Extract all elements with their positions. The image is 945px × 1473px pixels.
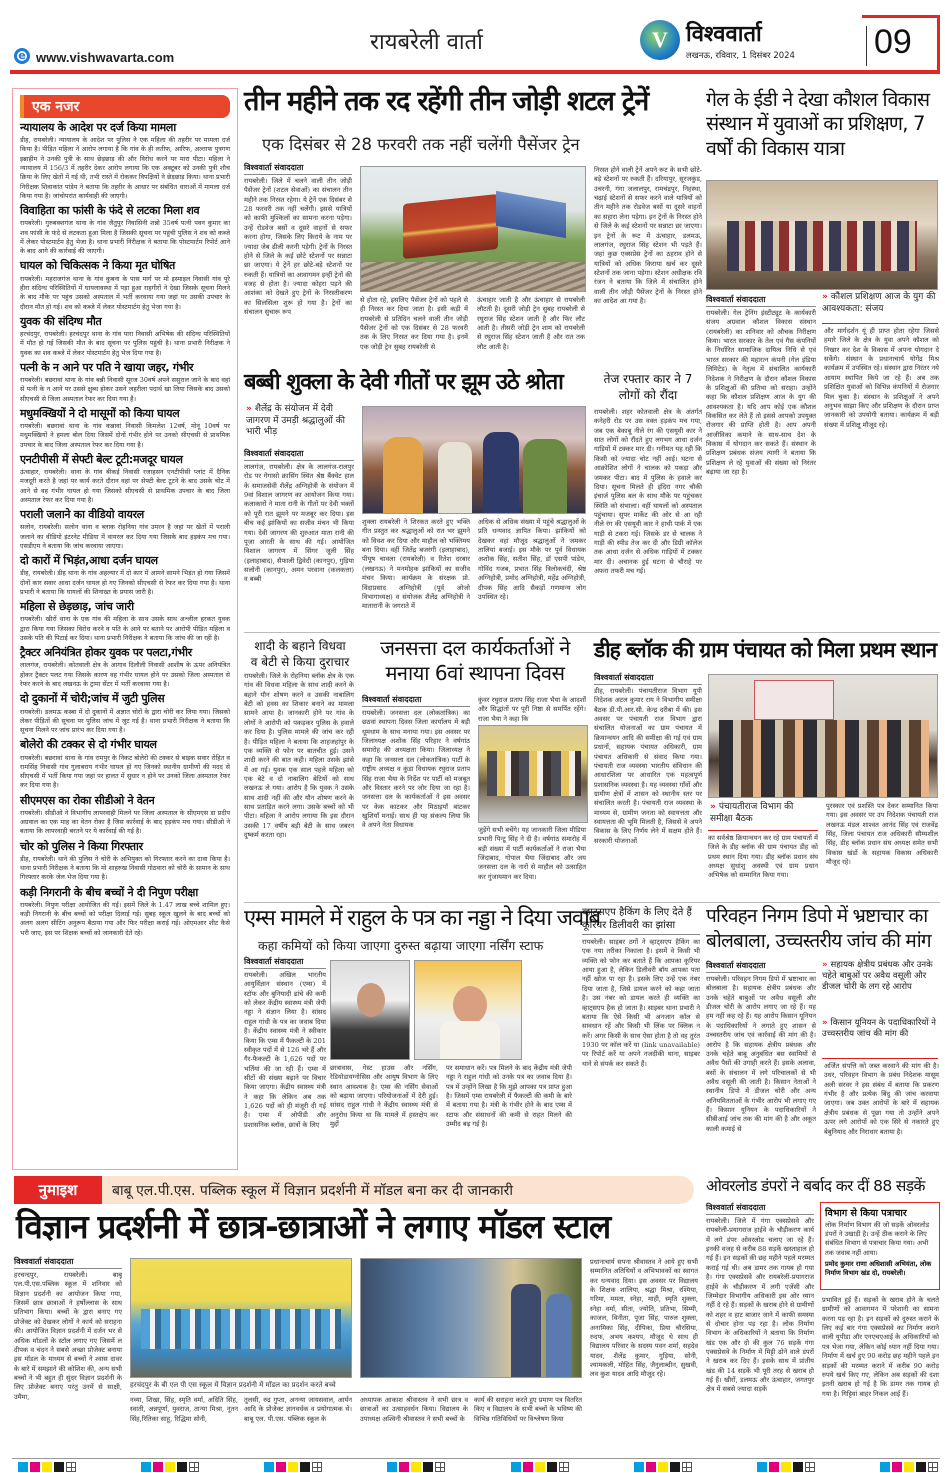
babbi-text-col2: शुक्ला रायबरेली ने शिरकत करते हुए भक्ति गीत प्रस्तुत कर श्रद्धालुओं को रात भर झूमने को विवश कर दिया और माहौल को भक्तिमय बना दिया। वहीं जितेंद्र बजरंगी (इलाहाबाद), पीयूष चावला (रायबरेली) व रितेश दरबार (लखनऊ) ने मनमोहक झांकियों का सजीव मंचन किया। कार्यक्रम के संरक्षक प्रो. विंदाप्रसाद अग्निहोत्री (पूर्व ओजो विभागाध्यक्ष) व संयोजक शैलेंद्र अग्निहोत्री ने मातारानी के जगराते में bbox=[362, 518, 470, 611]
babbi-text-col1: लालगंज, रायबरेली। क्षेत्र के लालगंज-रालपुर रोड पर गेगासो क्रासिंग स्थित श्रेष्ठ बैंक्वेट हाल के समाजसेवी शैलेंद्र अग्निहोत्री के संयोजन में 9वां विशाल जागरण का आयोजन किया गया। कलाकारों ने माता रानी के गीतों पर देवी भक्तों को पूरी रात झूमने पर मजबूर कर दिया। इस बीच कई झांकियों का सजीव मंचन भी किया गया। देवी जागरण की शुरुआत माता रानी की पूजा आरती के साथ की गई। आयोजित विशाल जागरण में सिंगर जूली सिंह (इलाहाबाद), सैफाली द्विवेदी (कानपुर), गुड़िया सलोनी (कानपुर), अमन परवाना (कलकत्ता) व बब्बी bbox=[244, 463, 354, 584]
news-brief-text: रायबरेली। निपुण परीक्षा आयोजित की गई। इसमें जिले के 1.47 लाख बच्चे शामिल हुए। कड़ी निगरानी के बीच बच्चों को परीक्षा दिलाई गई। सुबह स्कूल खुलने के बाद बच्चों को अलग अलग सीटिंग अनुरूप बैठाया गया और फिर परीक्षा कराई गई। ओएमआर शीट कैसे भरी जाए, इस पर शिक्षक बच्चों को जानकारी देते रहे। bbox=[20, 900, 230, 937]
nadda-photo bbox=[414, 960, 522, 1060]
dateline: लखनऊ, रविवार, 1 दिसंबर 2024 bbox=[686, 51, 795, 61]
header bbox=[0, 0, 945, 78]
news-brief-text: रायबरेली। बछरावां थाना के गांव बन्नी निवासी सूरज 30वर्ष अपने ससुराल जाने के बाद वहां से पत्नी के न आने पर उससे क्षुब्ध होकर उसने जहरीला पदार्थ खा लिया जिसके बाद उसको सीएचसी से जिला अस्पताल रेफर कर दिया गया है। bbox=[20, 376, 230, 403]
news-brief bbox=[20, 361, 230, 404]
browser-icon: e bbox=[14, 48, 30, 64]
news-brief-text: रायबरेली। खीरों थाना के एक गांव की महिला के साथ उसके साथ अश्लील हरकत युवक द्वारा किया गया जिसका विरोध करने व पति के आने पर बताने पर आरोपी पीड़ित महिला व उसके पति की पिटाई कर दिया। थाना प्रभारी निरीक्षक ने बताया कि जांच की जा रही है। bbox=[20, 615, 230, 642]
color-swatch bbox=[411, 1462, 421, 1472]
parivahan-text-col1: रायबरेली। परिवहन निगम डिपो में भ्रष्टाचार का बोलबाला है। सहायक क्षेत्रीय प्रबंधक और उनके चहेते बाबुओं पर अवैध वसूली और डीजल चोरी के आरोप लगाए जा रहे हैं। यह हम नहीं कह रहे हैं। यह आरोप किसान यूनियन के पदाधिकारियों ने लगाते हुए शासन से उच्चस्तरीय जांच एवं कार्रवाई की मांग की है। आरोप है कि सहायक क्षेत्रीय प्रबंधक और उनके चहेते बाबू अनुबंधित बस स्वामियों से अवैध पैसों की उगाही करते हैं। इसके अलावा, बसों के संचालन में लगे परिचालकों से भी अवैध वसूली की जाती है। किसान नेताओं ने स्थानीय डिपो में डीजल चोरी और अन्य अनियमितताओं के गंभीर आरोप भी लगाए गए हैं। किसान यूनियन के पदाधिकारियों ने सीबीआई जांच तक की मांग की है और अकूत काली कमाई से bbox=[706, 975, 816, 1133]
color-swatch bbox=[793, 1462, 803, 1472]
divider bbox=[244, 632, 940, 633]
byline: विश्ववार्ता संवाददाता bbox=[244, 956, 326, 969]
numaish-band bbox=[14, 1176, 694, 1204]
aiims-text-col3: पर समाधान करें। पत्र मिलने के बाद केंद्रीय मंत्री जेपी नड्डा ने राहुल गांधी को उनके पत्र का जवाब दिया है। पत्र में उन्होंने लिखा है कि मुझे आपका पत्र प्राप्त हुआ है। जिसमें एम्स रायबरेली में फैकल्टी की कमी के बारे में बताया गया है। मंत्री के गंभीर होने के बाद एम्स में स्टाफ और संसाधनों की कमी से राहत मिलने की उम्मीद बढ़ गई है। bbox=[446, 1064, 572, 1129]
color-bar bbox=[880, 1462, 938, 1472]
news-brief bbox=[20, 738, 230, 790]
color-swatch bbox=[769, 1462, 779, 1472]
byline: विश्ववार्ता संवाददाता bbox=[244, 448, 354, 461]
aiims-headline[interactable]: एम्स मामले में राहुल के पत्र का नड्डा ने दिया जवाब bbox=[244, 906, 600, 931]
aiims-subhead: कहा कमियों को किया जाएगा दुरुस्त बढ़ाया जाएगा नर्सिंग स्टाफ bbox=[258, 938, 544, 953]
color-bar bbox=[634, 1462, 692, 1472]
color-swatch bbox=[670, 1462, 680, 1472]
byline: विश्ववार्ता संवाददाता bbox=[594, 672, 702, 685]
color-swatch bbox=[387, 1462, 397, 1472]
color-bar bbox=[511, 1462, 569, 1472]
whatsapp-headline[interactable]: व्हाट्सएप हैकिंग के लिए देते हैं कूरियर डिलीवरी का झांसा bbox=[582, 906, 700, 935]
jansatta-headline[interactable]: जनसत्ता दल कार्यकर्ताओं ने मनाया 6वां स्थापना दिवस bbox=[380, 636, 570, 685]
news-brief bbox=[20, 840, 230, 883]
parivahan-bullet-1-text: सहायक क्षेत्रीय प्रबंधक और उनके चहेते बाबुओं पर अवैध वसूली और डीजल चोरी के लग रहे आरोप bbox=[822, 960, 933, 993]
overload-box bbox=[820, 1202, 940, 1290]
numaish-text-col5: कार्य की सराहना करते हुए प्रमाण पत्र वितरित किए व विद्यालय के सभी बच्चों के भविष्य की विभिन्न गतिविधियों पर विश्लेषण किया bbox=[474, 1396, 582, 1423]
train-text-col3: ऊंचाहार जाती है और ऊंचाहार से रायबरेली लौटती है। दूसरी जोड़ी ट्रेन सुबह रायबरेली से रघुराज सिंह स्टेशन जाती है और फिर लौट आती है। तीसरी जोड़ी ट्रेन शाम को रायबरेली से रघुराज सिंह स्टेशन जाती है और रात तक लौट आती है। bbox=[477, 296, 585, 351]
jansatta-text-col1: रायबरेली। जनसत्ता दल (लोकतांत्रिक) का छठवां स्थापना दिवस जिला कार्यालय में बड़ी धूमधाम के साथ मनाया गया। इस अवसर पर जिलाध्यक्ष अशोक सिंह परिहार ने वर्षगांठ समारोह की अध्यक्षता किया। जिलाध्यक्ष ने कहा कि जनसत्ता दल (लोकतांत्रिक) पार्टी के राष्ट्रीय अध्यक्ष व कुंडा विधायक रघुराज प्रताप सिंह राजा भैया के निर्देश पर पार्टी को मजबूत और विस्तार करने पर जोर दिया जा रहा है। जनसत्ता दल के कार्यकर्ताओं ने इस अवसर पर केक काटकर और मिठाइयाँ बांटकर खुशियाँ मनाई। साथ ही यह संकल्प लिया कि वे अपने नेता विधायक bbox=[362, 709, 470, 830]
ek-nazar-column bbox=[12, 88, 238, 1170]
color-swatch bbox=[511, 1462, 521, 1472]
color-bar bbox=[387, 1462, 445, 1472]
news-brief-text: रायबरेली। गुरुबक्शगंज थाना के गांव जैतुपुर निवासिनी शन्नो 35वर्ष पत्नी पवन कुमार का शव फांसी के फंदे से लटकता हुआ मिला है जिसकी सूचना पर पहुंची पुलिस ने शव को कब्जे में लेकर पोस्टमार्टम हेतु भेजा है। थाना प्रभारी निरीक्षक ने बताया कि पोस्टमार्टम रिपोर्ट आने के बाद आगे की कार्रवाई की जाएगी। bbox=[20, 219, 230, 256]
color-swatch bbox=[523, 1462, 533, 1472]
crosshair-icon bbox=[435, 1462, 445, 1472]
parivahan-headline[interactable]: परिवहन निगम डिपो में भ्रष्टाचार का बोलबाला, उच्चस्तरीय जांच की मांग bbox=[706, 905, 931, 953]
dih-bullet-text: पंचायतीराज विभाग की समीक्षा बैठक bbox=[710, 802, 794, 824]
news-brief-headline[interactable]: पराली जलाने का वीडियो वायरल bbox=[20, 508, 144, 522]
news-brief-headline[interactable]: विवाहिता का फांसी के फंदे से लटका मिला शव bbox=[20, 204, 200, 218]
gail-text-col1: रायबरेली। गेल ट्रेनिंग इंस्टीट्यूट के कार्यकारी संजय अग्रवाल कौशल विकास संस्थान (रायबरेली) का शनिवार को औचक निरीक्षण किया। भारत सरकार के तेल एवं गैस कंपनियों के निर्धारित सामाजिक दायित्व निधि से एवं भारत सरकार की महारत्न कंपनी (गेल इंडिया लिमिटेड) के नेतृत्व में संचालित कार्यकारी निदेशक ने निरीक्षण के दौरान कौशल विकास के प्रशिक्षुओं की प्रतिभा को सराहा। उन्होंने कहा कि कौशल प्रशिक्षण आज के युग की आवश्यकता है। यदि आप कोई एक कौशल विकसित कर लेते हैं तो इससे आपको उपयुक्त रोजगार की प्राप्ति होती है। आप अपनी आजीविका कमाने के साथ-साथ देश के विकास में योगदान कर सकते हैं। संस्थान के प्रशिक्षण प्रबंधक संजय त्यागी ने बताया कि प्रशिक्षण ले रहे युवाओं की संख्या को निरंतर बढ़ाया जा रहा है। bbox=[706, 309, 816, 477]
dih-text-col3: पुरस्कार एवं प्रशस्ति पत्र देकर सम्मानित किया गया। इस अवसर पर उप निदेशक पंचायती राज लखनऊ मंडल शाश्वत आनंद सिंह एवं राजवेंद्र सिंह, जिला पंचायत राज अधिकारी सौम्यशील सिंह, डीह ब्लॉक प्रधान संघ अध्यक्ष समेत सभी विकास खंडों के सहायक विकास अधिकारी मौजूद रहे। bbox=[826, 802, 938, 867]
color-swatch bbox=[30, 1462, 40, 1472]
news-brief-headline[interactable]: मधुमक्खियों ने दो मासूमों को किया घायल bbox=[20, 406, 180, 420]
gail-photo bbox=[706, 180, 938, 290]
color-swatch bbox=[42, 1462, 52, 1472]
news-brief-text: ऊंचाहार, रायबरेली। थाना के गांव बीकई निवासी रजाहसन एनटीपीसी प्लांट में दैनिक मजदूरी करते है जहां पर कार्य करते दौरान वहां पर सेफ्टी बेल्ट टूटने के बाद उसके चोट में आने से वह गंभीर घायल हो गया जिसको सीएचसी से प्राथमिक उपचार के बाद जिला अस्पताल रेफर कर दिया गया है। bbox=[20, 468, 230, 504]
news-brief-headline[interactable]: युवक की संदिग्ध मौत bbox=[20, 314, 102, 328]
news-brief-headline[interactable]: सीएमएस का रोका सीडीओ ने वेतन bbox=[20, 793, 155, 807]
crosshair-icon bbox=[928, 1462, 938, 1472]
color-bar bbox=[264, 1462, 322, 1472]
section-title: रायबरेली वार्ता bbox=[370, 30, 483, 55]
brand-name: विश्ववार्ता bbox=[686, 22, 762, 47]
news-brief bbox=[20, 121, 230, 201]
train-photo bbox=[360, 166, 586, 292]
website-url[interactable]: www.vishwavarta.com bbox=[36, 50, 175, 65]
page-number-box bbox=[862, 15, 940, 73]
color-swatch bbox=[264, 1462, 274, 1472]
byline: विश्ववार्ता संवाददाता bbox=[706, 294, 816, 307]
rahul-photo bbox=[330, 960, 410, 1060]
color-swatch bbox=[634, 1462, 644, 1472]
divider bbox=[822, 323, 938, 324]
overload-text-col2: प्रभावित हुई हैं। सड़कों के खराब होने के चलते ग्रामीणों को आवागमन में परेशानी का सामना करना पड़ रहा है। इन सड़कों को दुरुस्त कराने के लिए कई बार गंगा एक्सप्रेसवे का निर्माण कराने वाली यूपीडा और एनएचएआई के अधिकारियों को पत्र भेजा गया, लेकिन कोई ध्यान नहीं दिया गया। निर्माण में खर्च हुए 90 करोड़ छह महीने पहले इन सड़कों की मरम्मत कराने में करीब 90 करोड़ रुपये खर्च किए गए, लेकिन अब सड़कों की दशा इतनी खराब हो गई है कि डामर तक गायब हो गया है। गिट्टियां बाहर निकल आई हैं। bbox=[822, 1296, 939, 1398]
jansatta-text-col3: जुड़ेंगे सभी बचेंगे। यह जानकारी जिला मीडिया प्रभारी पिन्टू सिंह ने दी है। वर्षगांठ समारोह में बड़ी संख्या में पार्टी कार्यकर्ताओं ने राजा भैया जिंदाबाद, गोपाल भैया जिंदाबाद और जय जनसत्ता दल के नारों से माहौल को उत्साहित कर गुंजायमान कर दिया। bbox=[478, 826, 586, 881]
numaish-text-col4: अध्यापक आकाश श्रीवास्तव ने सभी छात्र व छात्राओं का उत्साहवर्धन किया। विद्यालय के उपाध्यक्ष अश्विनी श्रीवास्तव ने सभी बच्चों के bbox=[360, 1396, 468, 1423]
news-brief-text: रायबरेली। बछरावां थाना के गांव कन्नावां निवासी किमलेश 12वर्ष, मोनू 10वर्ष पर मधुमक्खियों ने हमला बोल दिया जिसमें दोनों गंभीर होने पर उनको सीएचसी से प्राथमिक उपचार के बाद जिला अस्पताल रेफर कर दिया गया है। bbox=[20, 422, 230, 449]
chevron-icon: » bbox=[246, 404, 252, 414]
news-brief-headline[interactable]: पत्नी के न आने पर पति ने खाया जहर, गंभीर bbox=[20, 360, 194, 374]
news-brief bbox=[20, 554, 230, 597]
numaish-strap: बाबू एल.पी.एस. पब्लिक स्कूल में विज्ञान प्रदर्शनी में मॉडल बना कर दी जानकारी bbox=[112, 1183, 514, 1199]
crosshair-icon bbox=[805, 1462, 815, 1472]
train-text-col4: निरस्त होने वाली ट्रेनें अपने रूट के सभी छोटे-बड़े स्टेशनों पर रुकती हैं। दरियापुर, सूरजकुंड, उचरनी, गंगा जलालपुर, रामचंद्रपुर, निहस्था, चढ़ाई स्टेशनों से सफर करने वाले यात्रियों को तीन महीने तक रोडवेज बसों या दूसरे वाहनों का सहारा लेना पड़ेगा। इन ट्रेनों के निरस्त होने से जिले के कई स्टेशनों पर सन्नाटा छा जाएगा। इन ट्रेनों के रूट में ऊंचाहार, डलमऊ, लालगंज, रघुराज सिंह स्टेशन भी पड़ते हैं। जहां कुछ एक्सप्रेस ट्रेनों का ठहराव होने से यात्रियों को अधिक किराया खर्च कर दूसरे स्टेशनों तक जाना पड़ेगा। स्टेशन अधीक्षक रवि रंजन ने बताया कि जिले में संचालित होने वाली तीन जोड़ी पैसेंजर ट्रेनों के निरस्त होने का आदेश आ गया है। bbox=[594, 166, 702, 306]
news-brief-headline[interactable]: ट्रैक्टर अनियंत्रित होकर युवक पर पलटा,गंभीर bbox=[20, 646, 192, 660]
color-bar bbox=[141, 1462, 199, 1472]
chevron-icon: » bbox=[822, 292, 828, 302]
train-headline[interactable]: तीन महीने तक रद रहेंगी तीन जोड़ी शटल ट्रेनें bbox=[244, 86, 649, 117]
news-brief bbox=[20, 886, 230, 938]
car-headline[interactable]: तेज रफ्तार कार ने 7 लोगों को रौंदा bbox=[603, 372, 693, 402]
photo-caption: हरचंदपुर के बी एल पी एस स्कूल में विज्ञान प्रदर्शनी में मॉडल का प्रदर्शन करते बच्चे bbox=[130, 1381, 582, 1393]
exhibition-photo-2 bbox=[360, 1258, 582, 1378]
crosshair-icon bbox=[559, 1462, 569, 1472]
news-brief-headline[interactable]: कड़ी निगरानी के बीच बच्चों ने दी निपुण परीक्षा bbox=[20, 885, 198, 899]
numaish-text-col1: हरचन्दपुर, रायबरेली। बाबू एल.पी.एस.पब्लिक स्कूल में शनिवार को विज्ञान प्रदर्शनी का आयोजन किया गया, जिसमें छात्र छात्राओं ने हर्षोल्लास के साथ प्रतिभाग किया। बच्चों के द्वारा बनाए गए प्रोजेक्ट को देखकर लोगों ने कार्य को सराहना की। आयोजित विज्ञान प्रदर्शनी में दर्जन भर से अधिक मॉडलों के स्टॉल लगाए गए जिसमें ल दीपक व चंदन ने सबसे अच्छा प्रोजेक्ट बनाया इस मॉडल के माध्यम से बच्चों ने श्वास दावर के बारे में समझाने की कोशिश की, अन्य सभी बच्चों ने भी बहुत ही सुंदर विज्ञान प्रदर्शनी के लिए प्रोजेक्ट बनाए परंतु उनमें से साक्षी, उमैमा, bbox=[14, 1271, 122, 1401]
overload-box-text: लोक निर्माण विभाग की जो सड़कें ओवरलोड डंपरों ने उखाड़ी है। उन्हें ठीक कराने के लिए संबंधित विभाग से पत्राचार किया गया। अभी तक जवाब नहीं आया। bbox=[825, 1221, 930, 1257]
shadi-text: रायबरेली। जिले के रोहनिया ब्लॉक क्षेत्र के एक गांव की विधवा महिला के साथ शादी करने के बहाने यौन शोषण करने व उसकी नाबालिग बेटी को हवस का शिकार बनाने का मामला सामने आया है। जानकारी होने पर गांव के लोगों ने आरोपी को पकड़कर पुलिस के हवाले कर दिया है। पुलिस मामले की जांच कर रही है। पीड़ित महिला ने बताया कि शाहजहांपुर के एक व्यक्ति से फोन पर बातचीत हुई। उसने शादी करने की बात कही। महिला उसके झांसे में आ गई। युवक एक साल पहले महिला को एक बेटे व दो नाबालिग बेटियों को साथ लखनऊ ले गया। आरोप है कि युवक ने उसके साथ शादी नहीं की और यौन शोषण करने के साथ प्रताड़ित करने लगा। उसके बच्चों को भी पीटा। महिला ने आरोप लगाया कि इस दौरान उसकी 17 वर्षीय बड़ी बेटी के साथ जबरन दुष्कर्म करता रहा। bbox=[244, 672, 354, 840]
numaish-text-col2: नव्या, शिखा, सिंह, स्मृति वर्मा, अदिति सिंह, स्वाती, अन्नपूर्णा, युवराज, तान्या मिश्रा, नूतन सिंह,रितिका साहू, रिद्धिमा सोनी, bbox=[130, 1396, 238, 1423]
news-brief-headline[interactable]: दो दुकानों में चोरी;जांच में जुटी पुलिस bbox=[20, 692, 165, 706]
byline: विश्ववार्ता संवाददाता bbox=[706, 1202, 814, 1215]
color-bar bbox=[757, 1462, 815, 1472]
chevron-icon: » bbox=[822, 1018, 828, 1028]
shadi-headline[interactable]: शादी के बहाने विधवा व बेटी से किया दुराचार bbox=[250, 639, 350, 670]
numaish-tag: नुमाइश bbox=[14, 1176, 102, 1204]
color-swatch bbox=[276, 1462, 286, 1472]
news-brief-headline[interactable]: चोर को पुलिस ने किया गिरफ्तार bbox=[20, 839, 143, 853]
news-brief bbox=[20, 600, 230, 643]
news-brief-headline[interactable]: घायल को चिकित्सक ने किया मृत घोषित bbox=[20, 259, 176, 273]
jansatta-photo bbox=[478, 725, 588, 823]
print-divider bbox=[12, 1458, 940, 1459]
news-brief bbox=[20, 453, 230, 505]
color-swatch bbox=[892, 1462, 902, 1472]
aiims-text-col1: रायबरेली। अखिल भारतीय आयुर्विज्ञान संस्थान (एम्स) में स्टॉफ और बुनियादी ढांचे की कमी को लेकर केंद्रीय स्वास्थ्य मंत्री जेपी नड्डा ने संज्ञान लिया है। सांसद राहुल गांधी के पत्र का जवाब दिया है। केंद्रीय स्वास्थ्य मंत्री ने स्वीकार किया कि एम्स में फैकल्टी के 201 स्वीकृत पदों में से 126 भरे हैं और गैर-फैकल्टी के 1,626 पदों पर भर्तियां की जा रही हैं। एम्स में सीटों की संख्या बढ़ाने पर विचार किया जाएगा। केंद्रीय स्वास्थ्य मंत्री ने कहा कि लेकिन अब तक 1,626 पदों को ही मंजूरी दी गई है। एम्स में ओपीडी और प्रशासनिक ब्लॉक, छात्रों के लिए bbox=[244, 971, 326, 1129]
news-brief bbox=[20, 508, 230, 551]
header-rule bbox=[10, 70, 940, 74]
news-brief-text: डीह, रायबरेली। डीह थाना के गांव अहल्यार में दो कार में आमने सामने भिड़ंत हो गया जिसमें दोनों कार सवार आधा दर्जन घायल हो गए जिनको सीएचसी से रेफर कर दिया गया है। थाना प्रभारी ने बताया कि घायलों की शिनाख्त के प्रयास जारी है। bbox=[20, 569, 230, 596]
overload-box-title: विभाग से किया पत्राचार bbox=[825, 1208, 907, 1219]
news-brief bbox=[20, 259, 230, 311]
overload-headline[interactable]: ओवरलोड डंपरों ने बर्बाद कर दीं 88 सड़कें bbox=[706, 1177, 925, 1195]
color-swatch bbox=[757, 1462, 767, 1472]
byline: विश्ववार्ता संवाददाता bbox=[244, 162, 352, 175]
color-swatch bbox=[18, 1462, 28, 1472]
parivahan-bullet-2-text: किसान यूनियन के पदाधिकारियों ने उच्चस्तरीय जांच की मांग की bbox=[822, 1018, 936, 1040]
ek-nazar-label: एक नजर bbox=[20, 95, 230, 118]
divider bbox=[708, 830, 818, 831]
exhibition-photo-1 bbox=[130, 1258, 352, 1378]
color-swatch bbox=[880, 1462, 890, 1472]
train-text-col1: रायबरेली। जिले में चलने वाली तीन जोड़ी पैसेंजर ट्रेनों (शटल सेवाओं) का संचालन तीन महीने तक निरस्त रहेगा। ये ट्रेनें एक दिसंबर से 28 फरवरी तक नहीं चलेंगी। इससे यात्रियों को काफी मुश्किलों का सामना करना पड़ेगा। उन्हें रोडवेज बसों व दूसरे वाहनों से सफर करना होगा, जिसके लिए किराये के नाम पर ज्यादा जेब ढीली करनी पड़ेगी। ट्रेनों के निरस्त होने से जिले के कई छोटे स्टेशनों पर सन्नाटा छा जाएगा। ये ट्रेनें हर छोटे-बड़े स्टेशनों पर रुकती हैं। यात्रियों का आवागमन इन्हीं ट्रेनों की वजह से होता है। ज्यादा कोहरा पड़ने की आशंका को देखते हुए ट्रेनों के निरस्तीकरण का सिलसिला शुरू हो गया है। ट्रेनों का संचालन सुचारू रूप bbox=[244, 177, 352, 317]
train-text-col2: से होता रहे, इसलिए पैसेंजर ट्रेनों को पहले से ही निरस्त कर दिया जाता है। इसी कड़ी में रायबरेली से प्रतिदिन चलने वाली तीन जोड़ी पैसेंजर ट्रेनों को एक दिसंबर से 28 फरवरी तक के लिए निरस्त कर दिया गया है। इनमें एक जोड़ी ट्रेन सुबह रायबरेली से bbox=[360, 296, 468, 351]
babbi-bullet bbox=[246, 404, 354, 439]
divider bbox=[822, 1058, 938, 1059]
crosshair-icon bbox=[189, 1462, 199, 1472]
babbi-bullet-text: शैलेंद्र के संयोजन में देवी जागरण में उमड़ी श्रद्धालुओं की भारी भीड़ bbox=[246, 404, 345, 438]
gail-bullet bbox=[822, 292, 940, 315]
byline: विश्ववार्ता संवाददाता bbox=[362, 694, 470, 707]
dih-headline[interactable]: डीह ब्लॉक की ग्राम पंचायत को मिला प्रथम स्थान bbox=[594, 638, 937, 662]
byline: विश्ववार्ता संवाददाता bbox=[706, 960, 816, 973]
babbi-headline[interactable]: बब्बी शुक्ला के देवी गीतों पर झूम उठे श्रोता bbox=[244, 370, 563, 395]
gail-text-col2: और मार्गदर्शन यूं ही प्राप्त होता रहेगा जिससे हमारे जिले के क्षेत्र के युवा अपने कौशल को निखार कर देश के विकास में अपना योगदान दे सकेंगे। संस्थान के प्रधानाचार्य योगेंद्र मिश्र कार्यक्रम में उपस्थित रहे। संस्थान द्वारा निरंतर नये आयाम स्थापित किये जा रहे हैं। अब तक प्रशिक्षित युवाओं को विभिन्न कंपनियों में रोजगार मिल चुका है। संस्थान के प्रशिक्षुओं ने अपने अनुभव साझा किए और प्रशिक्षण के दौरान प्राप्त जानकारी को उपयोगी बताया। कार्यक्रम में बड़ी संख्या में प्रशिक्षु मौजूद रहे। bbox=[824, 327, 939, 429]
car-text: रायबरेली। शहर कोतवाली क्षेत्र के अंतर्गत कनेहरी रोड पर उस वक्त हड़कंप मच गया, जब एक बेकाबू नीले रंग की एसयूवी कार ने सात लोगों को रौंदते हुए लगभग आधा दर्जन गाड़ियों में टक्कर मार दी। गनीमत यह रही कि किसी को ज्यादा चोट नहीं आई। घटना से आक्रोशित लोगों ने चालक को पकड़ा और जमकर पीटा। बाद में पुलिस के हवाले कर दिया। सूचना मिलते ही इंदिरा नगर चौकी इंचार्ज पुलिस बल के साथ मौके पर पहुंचकर स्थिति को संभाला। वहीं घायलों को अस्पताल पहुंचाया। सुपर मार्केट की ओर से आ रही नीले रंग की एसयूवी कार ने हाथी पार्क में एक गाड़ी से टकरा गई। जिसके डर से चालक ने गाड़ी की स्पीड तेज कर दी और डिग्री कॉलेज तक आधा दर्जन से अधिक गाड़ियों में टक्कर मार दी। अचानक हुई घटना से चौराहे पर अफरा तफरी मच गई। bbox=[594, 408, 702, 576]
news-brief-text: हरचंदपुर, रायबरेली। हरचंदपुर थाना के गांव पारा निवासी अभिषेक की संदिग्ध परिस्थितियों में मौत हो गई जिसकी मौत के बाद सूचना पर पुलिस पहुंची है। थाना प्रभारी निरीक्षक ने युवक का शव कब्जे में लेकर पोस्टमार्टम हेतु भेज दिया गया है। bbox=[20, 329, 230, 357]
crosshair-icon bbox=[66, 1462, 76, 1472]
dih-text-col2: का सर्वश्रेष्ठ क्रियान्वयन कर रहे ग्राम पंचायतों में जिले के डीह ब्लॉक की ग्राम पंचायत डीह को प्रथम स्थान दिया गया। डीह ब्लॉक प्रधान संघ अध्यक्ष सुधांशु अवस्थी एवं ग्राम प्रधान अभिषेक को सम्मानित किया गया। bbox=[708, 834, 818, 880]
news-brief-text: रायबरेली। महराजगंज थाना के गांव कुबना के पास मार्ग पर मो इस्माइल निवासी गांव पूरे हीरा संदिग्ध परिस्थितियों में घायलावस्था में पड़ा हुआ राहगीरों ने देखा जिसके सूचना मिलने के बाद मौके पर पहुंच उसको अस्पताल में भर्ती करवाया गया जहां पर उसकी उपचार के दौरान मौत हो गई। शव को कब्जे में लेकर पोस्टमार्टम हेतु भेजा गया है। bbox=[20, 274, 230, 311]
color-swatch bbox=[153, 1462, 163, 1472]
dih-photo bbox=[708, 674, 938, 798]
gail-headline[interactable]: गेल के ईडी ने देखा कौशल विकास संस्थान में युवाओं का प्रशिक्षण, 7 वर्षों की विकास यात्रा bbox=[706, 88, 930, 160]
color-swatch bbox=[658, 1462, 668, 1472]
jansatta-text-col2: कुंवर रघुराज प्रताप सिंह राजा भैया के आदर्शों और सिद्धांतों पर पूरी निष्ठा से समर्पित रहेंगे। राजा भैया ने कहा कि bbox=[478, 696, 586, 722]
news-brief-headline[interactable]: बोलेरो की टक्कर से दो गंभीर घायल bbox=[20, 738, 157, 752]
color-swatch bbox=[904, 1462, 914, 1472]
news-brief-text: रायबरेली। बछरावां थाना के गांव रामपुर के निकट बोलेरो की टक्कर से बाइक सवार रोहित व रामसिंह निवासी गांव गुलाबराय गंभीर घायल हो गए जिनको स्थानीय ग्रामीणों की मदद से सीएचसी में भर्ती किया गया जहां पर हालत में सुधार न होने पर उनको जिला अस्पताल रेफर कर दिया गया है। bbox=[20, 753, 230, 790]
news-brief bbox=[20, 646, 230, 689]
news-brief-text: डीह, रायबरेली। न्यायालय के आदेश पर पुलिस ने एक महिला की तहरीर पर मामला दर्ज किया है। पीड़ित महिला ने आरोप लगाया है कि गांव के ही लतीफ, आरिफ, अल्ताफ पुत्रगण इब्राहीम ने उनकी पुत्री के साथ छेड़छाड़ की और विरोध करने पर मारा पीटा। महिला ने न्यायालय में 156/3 में तहरीर देकर आरोप लगाया कि एक अक्टूबर को उनकी पुत्री शौच क्रिया के लिए खेतों में गई थी, तभी रास्ते में रोककर विपक्षियों ने छेड़छाड़ किया। थाना प्रभारी निरीक्षक शिवाकांत पांडेय ने बताया कि तहरीर के आधार पर संबंधित धाराओं में मामला दर्ज किया गया है। जांचोपरांत कार्यवाही की जाएगी। bbox=[20, 136, 230, 200]
color-swatch bbox=[916, 1462, 926, 1472]
news-brief bbox=[20, 692, 230, 735]
byline: विश्ववार्ता संवाददाता bbox=[14, 1256, 122, 1269]
gail-bullet-text: कौशल प्रशिक्षण आज के युग की आवश्यकता: संजय bbox=[822, 292, 936, 314]
whatsapp-text: रायबरेली। साइबर ठगों ने व्हाट्सएप हैकिंग का एक नया तरीका निकाला है। इसमें वे किसी भी व्यक्ति को फोन कर बताते हैं कि आपका कूरियर आया हुआ है, लेकिन डिलीवरी बॉय आपका पता नहीं खोज पा रहा है। इसके लिए उन्हें एक नंबर दिया जाता है, जिसे डायल करने को कहा जाता है। उस नंबर को डायल करते ही व्यक्ति का व्हाट्सएप हैक हो जाता है। साइबर थाना प्रभारी ने बताया कि ऐसे किसी भी अनजान कॉल से सावधान रहें और किसी भी लिंक पर क्लिक न करें। अगर किसी के साथ ऐसा होता है तो वह तुरंत 1930 पर कॉल करें या (link unavailable) पर रिपोर्ट करें या अपने नजदीकी थाना, साइबर थाने से संपर्क कर सकते हैं। bbox=[582, 938, 700, 1068]
news-brief-headline[interactable]: महिला से छेड़छाड़, जांच जारी bbox=[20, 600, 134, 614]
ek-nazar-list bbox=[20, 121, 230, 938]
color-swatch bbox=[781, 1462, 791, 1472]
color-swatch bbox=[177, 1462, 187, 1472]
color-swatch bbox=[54, 1462, 64, 1472]
overload-text-col1: रायबरेली। जिले में गंगा एक्सप्रेसवे और रायबरेली-प्रयागराज हाईवे के चौड़ीकरण कार्य में लगे डंपर ओवरलोड चलाए जा रहे हैं। इनकी वजह से करीब 88 सड़कें खस्ताहाल हो गई हैं। इन सड़कों की छह महीने पहले मरम्मत कराई गई थी। अब डामर तक गायब हो गया है। गंगा एक्सप्रेसवे और रायबरेली-प्रयागराज हाईवे के चौड़ीकरण में लगी एजेंसी और जिम्मेदार विभागीय अधिकारी इस ओर ध्यान नहीं दे रहे हैं। सड़कों के खराब होने से ग्रामीणों को शहर व हाट बाजार जाने में काफी समस्या से दोचार होना पड़ रहा है। लोक निर्माण विभाग के अधिकारियों ने बताया कि निर्माण खंड एक और दो की कुल 76 सड़कें गंगा एक्सप्रेसवे के निर्माण में मिट्टी ढोने वाले डंपरों ने खराब कर दिए हैं। इसके साथ में प्रांतीय खंड की 14 सड़कें भी पूरी तरह से खराब हो गई हैं। खीरों, डलमऊ और ऊंचाहार, जगतपुर क्षेत्र में सबसे ज्यादा सड़कें bbox=[706, 1217, 814, 1394]
parivahan-text-col2: अर्जित संपत्ति को जब्त करवाने की मांग की है। उधर, परिवहन विभाग के प्रबंध निदेशक मासूम अली सरवर ने इस संबंध में बताया कि प्रकरण गंभीर है और प्रत्येक बिंदु की जांच करवाया जाएगा। जब उक्त आरोपों के बारे में सहायक क्षेत्रीय प्रबंधक से पूछा गया तो उन्होंने अपने ऊपर लगे आरोपों को एक सिरे से नकारते हुए बेबुनियाद और निराधार बताया है। bbox=[824, 1062, 939, 1136]
crosshair-icon bbox=[312, 1462, 322, 1472]
color-swatch bbox=[535, 1462, 545, 1472]
brand-logo-icon: V bbox=[640, 20, 680, 60]
news-brief-headline[interactable]: एनटीपीसी में सेफ्टी बेल्ट टूटी:मजदूर घायल bbox=[20, 452, 183, 466]
aiims-text-col2: छात्रावास, गेस्ट हाउस और नर्सिंग, रेडियोडायग्नोसिस और आयुष विभाग के लिए स्थान आवश्यक है। एम्स की नर्सिंग सेवाओं को बढ़ाया जाएगा। परियोजनाओं में देरी हुई। सांसद राहुल गांधी ने केंद्रीय स्वास्थ्य मंत्री से अनुरोध किया था कि मामले में हस्तक्षेप कर मुद्दों bbox=[330, 1064, 438, 1129]
babbi-text-col3: अधिक से अधिक संख्या में पहुंचे श्रद्धालुओं के प्रति धन्यवाद ज्ञापित किया। झांकियों को देखकर वहां मौजूद श्रद्धालुओं ने जमकर तालियां बजाई। इस मौके पर पूर्व विधायक अशोक सिंह, सतीश सिंह, डॉ एसपी पांडेय, गोविंद गजब, प्रभात सिंह त्रिलोकचंदी, श्रेष्ठ अग्निहोत्री, प्रमोद अग्निहोत्री, महेंद्र अग्निहोत्री, दीपक सिंह आदि सैकड़ों गणमान्य लोग उपस्थित रहे। bbox=[478, 518, 586, 601]
color-swatch bbox=[165, 1462, 175, 1472]
page-number: 09 bbox=[874, 23, 912, 61]
news-brief-text: रायबरेली। सीडीओ ने विभागीय लापरवाही मिलने पर जिला अस्पताल के सीएमएस डा प्रदीप अग्रवाल का एक माह का वेतन रोका है जिस कार्रवाई के बाद हड़कंप मच गया। सीडीओ ने बताया कि लापरवाही बरतने पर ये कार्रवाई की गई है। bbox=[20, 808, 230, 836]
dih-text-col1: डीह, रायबरेली। पंचायतीराज विभाग यूपी निदेशक अटल कुमार राय ने विभागीय समीक्षा बैठक डी.पी.आर.सी. केन्द्र दरीबा में की। इस अवसर पर पंचायती राज विभाग द्वारा संचालित योजनाओं का ग्राम पंचायत में क्रियान्वयन आदि की समीक्षा की गई एवं ग्राम प्रधानों, सहायक पंचायत अधिकारी, ग्राम पंचायत अधिकारी से संवाद किया गया। पंचायती राज व्यवस्था भारतीय संविधान की आधारशिला पर आधारित एक महत्वपूर्ण प्रशासनिक व्यवस्था है। यह व्यवस्था गाँवों और ग्रामीण क्षेत्रों में शासन को स्थानीय स्तर पर संचालित करती है। पंचायती राज व्यवस्था के माध्यम से, ग्रामीण जनता को स्वायत्तता और स्वायत्तता की भूमि मिलती है, जिससे वे अपने विकास के लिए निर्णय लेने में सक्षम होते हैं। सरकारी योजनाओं bbox=[594, 687, 702, 845]
news-brief-text: रायबरेली। डलमऊ कस्बा में दो दुकानों में अज्ञात चोरों के द्वारा चोरी कर लिया गया। जिसको लेकर पीड़ितों की सूचना पर पुलिस जांच में जुट गई है। थाना प्रभारी निरीक्षक ने बताया कि सूचना मिलने पर जांच प्रारंभ कर दिया गया है। bbox=[20, 707, 230, 735]
news-brief-headline[interactable]: दो कारों में भिड़ंत,आधा दर्जन घायल bbox=[20, 554, 158, 568]
babbi-photo bbox=[362, 406, 586, 514]
color-swatch bbox=[300, 1462, 310, 1472]
color-swatch bbox=[423, 1462, 433, 1472]
overload-box-sign: प्रमोद कुमार राणा अधिशासी अभियंता, लोक निर्माण विभाग खंड दो, रायबरेली। bbox=[825, 1259, 932, 1278]
color-swatch bbox=[547, 1462, 557, 1472]
news-brief-text: डीह, रायबरेली। थाने की पुलिस ने चोरी के अभियुक्त को गिरफ्तार करने का दावा किया है। थाना प्रभारी निरीक्षक ने बताया कि मो शाहरुख निवासी गोठवारा को चोरी के सामान के साथ गिरफ्तार करके जेल भेज दिया गया है। bbox=[20, 854, 230, 882]
color-swatch bbox=[288, 1462, 298, 1472]
dih-bullet bbox=[710, 802, 810, 825]
divider bbox=[244, 902, 940, 903]
news-brief-text: लालगंज, रायबरेली। कोतवाली क्षेत्र के आगाव दिलौली निवासी आशीष के ऊपर अनियंत्रित होकर ट्रैक्टर पलट गया जिसके कारण वह गंभीर घायल होने पर उसको जिला अस्पताल से रेफर करने के बाद लखनऊ के ट्रामा सेंटर में भर्ती करवाया गया है। bbox=[20, 661, 230, 689]
numaish-text-col3: तुलसी, रुद्र गुप्ता, अनन्या जायसवाल, आर्यन आदि के प्रोजेक्ट ज्ञानवर्धक व प्रयोगात्मक थे। बाबू एल. पी.एस. पब्लिक स्कूल के bbox=[244, 1396, 352, 1423]
chevron-icon: » bbox=[710, 802, 716, 812]
chevron-icon: » bbox=[822, 960, 828, 970]
news-brief-text: सलोन, रायबरेली। सलोन थाना व ब्लाक रोहनिया गांव उमरन है जहां पर खेतों में पराली जलाने का वीडियो इंटरनेट मीडिया में वायरल कर दिया गया जिसके बाद हड़कंप मच गया। एसडीएम ने बताया कि जांच करवाया जाएगा। bbox=[20, 523, 230, 550]
parivahan-bullet-2 bbox=[822, 1018, 940, 1040]
parivahan-bullet-1 bbox=[822, 960, 940, 993]
numaish-headline[interactable]: विज्ञान प्रदर्शनी में छात्र-छात्राओं ने लगाए मॉडल स्टाल bbox=[16, 1207, 610, 1246]
crosshair-icon bbox=[682, 1462, 692, 1472]
train-subhead: एक दिसंबर से 28 फरवरी तक नहीं चलेंगी पैसेंजर ट्रेन bbox=[262, 135, 580, 154]
color-swatch bbox=[646, 1462, 656, 1472]
news-brief bbox=[20, 407, 230, 450]
numaish-text-col6: प्रधानाचार्य सपना श्रीवास्तव ने आये हुए सभी सम्मानित अतिथियों व अभिभावकों का स्वागत कर धन्यवाद दिया। इस अवसर पर विद्यालय के शिक्षक शालिया, श्रद्धा मिश्रा, रश्मिया, गरिमा, ममता, स्नेहा, माही, स्मृति शुक्ला, स्नेहा वर्मा, सीता, ज्योति, प्रतिभा, सिम्मी, काजल, विनीता, पूजा सिंह, पारुल शुक्ला, अनामिका सिंह, दीपिका, प्रिया चौरसिया, रुदफ, अभय कश्यप, मौजूद थे साथ ही विद्यालय परिवार के सदस्य पवन शर्मा, सहदेव यादव, शैलेंद्र कुमार, गुड़िया, सोनी, श्यामकली, मोहित सिंह, जैनुलाब्दीन, सुखवी, लव कुश यादव आदि मौजूद रहे। bbox=[590, 1258, 698, 1379]
news-brief bbox=[20, 315, 230, 358]
color-bar bbox=[18, 1462, 76, 1472]
color-swatch bbox=[141, 1462, 151, 1472]
news-brief bbox=[20, 794, 230, 837]
news-brief bbox=[20, 204, 230, 256]
news-brief-headline[interactable]: न्यायालय के आदेश पर दर्ज किया मामला bbox=[20, 121, 176, 134]
cmyk-registration-marks bbox=[18, 1462, 938, 1472]
color-swatch bbox=[399, 1462, 409, 1472]
